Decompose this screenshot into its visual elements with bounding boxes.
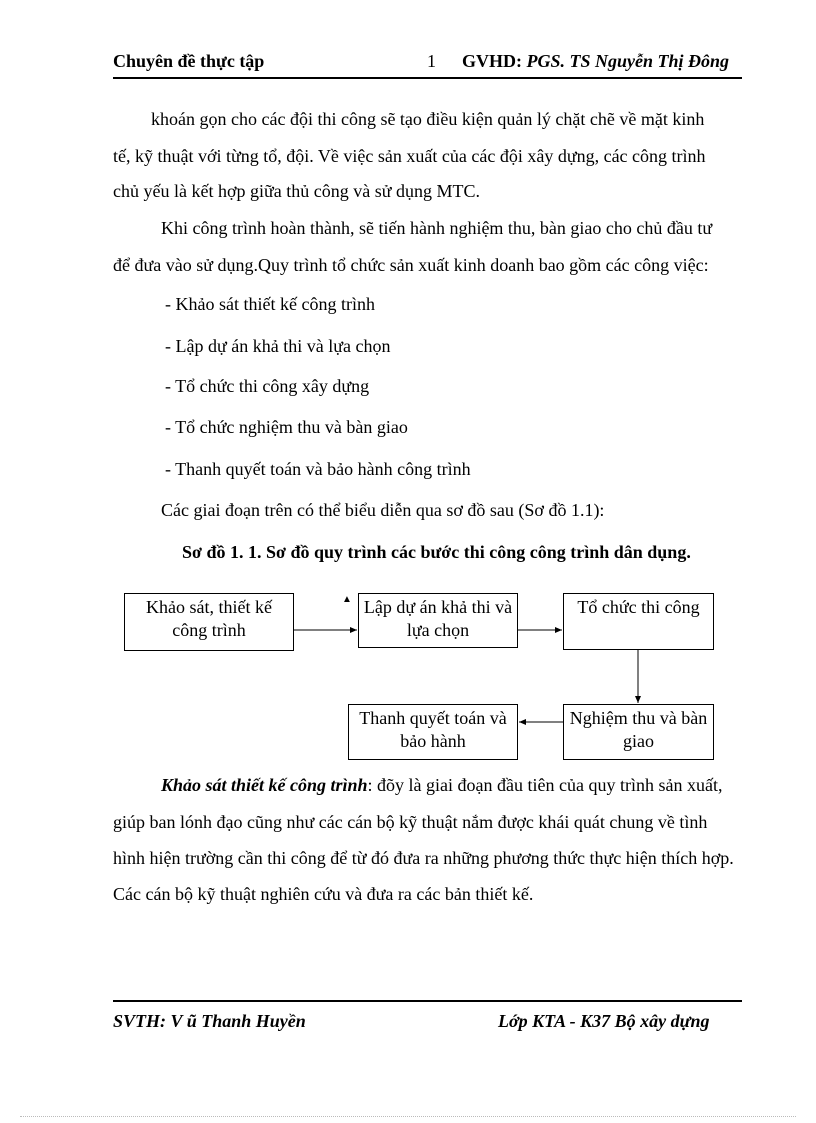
box-line: công trình — [172, 620, 246, 640]
list-item: - Thanh quyết toán và bảo hành công trình — [165, 459, 471, 479]
paragraph-3-line-3: hình hiện trường cần thi công để từ đó đưa ra những phương thức thực hiện thích hợp. — [113, 848, 734, 868]
paragraph-3-bold-lead: Khảo sát thiết kế công trình — [161, 775, 368, 795]
paragraph-1-line-3: chủ yếu là kết hợp giữa thủ công và sử dụng MTC. — [113, 181, 480, 201]
paragraph-3-first-rest: : đõy là giai đoạn đầu tiên của quy trình sản xuất, — [367, 775, 723, 795]
box-line: Lập dự án khả thi và — [363, 597, 513, 617]
header-left: Chuyên đề thực tập — [113, 51, 265, 71]
box-line: Nghiệm thu và bàn — [569, 708, 708, 728]
paragraph-1-line-1: khoán gọn cho các đội thi công sẽ tạo điều kiện quản lý chặt chẽ về mặt kinh — [151, 109, 705, 129]
footer-left: SVTH: V ũ Thanh Huyền — [113, 1011, 306, 1031]
diagram-intro: Các giai đoạn trên có thể biểu diễn qua sơ đồ sau (Sơ đồ 1.1): — [161, 500, 605, 520]
paragraph-2-line-1: Khi công trình hoàn thành, sẽ tiến hành nghiệm thu, bàn giao cho chủ đầu tư — [161, 218, 713, 238]
diagram-caption: Sơ đồ 1. 1. Sơ đồ quy trình các bước thi công công trình dân dụng. — [182, 542, 691, 562]
footer-right: Lớp KTA - K37 Bộ xây dựng — [498, 1011, 710, 1031]
list-item: - Tổ chức nghiệm thu và bàn giao — [165, 417, 408, 437]
box-line: bảo hành — [400, 731, 466, 751]
paragraph-3-line-4: Các cán bộ kỹ thuật nghiên cứu và đưa ra các bản thiết kế. — [113, 884, 534, 904]
header-right-name: PGS. TS Nguyễn Thị Đông — [526, 51, 730, 71]
footer-rule — [113, 1000, 742, 1002]
list-item: - Lập dự án khả thi và lựa chọn — [165, 336, 391, 356]
box-line: Tổ chức thi công — [577, 597, 700, 617]
page-number: 1 — [427, 51, 436, 71]
header-right-label: GVHD: — [462, 51, 527, 71]
paragraph-3-line-2: giúp ban lónh đạo cũng như các cán bộ kỹ thuật nắm được khái quát chung về tình — [113, 812, 708, 832]
list-item: - Tổ chức thi công xây dựng — [165, 376, 370, 396]
list-item: - Khảo sát thiết kế công trình — [165, 294, 375, 314]
paragraph-1-line-2: tế, kỹ thuật với từng tổ, đội. Về việc sản xuất của các đội xây dựng, các công trình — [113, 146, 706, 166]
paragraph-2-line-2: để đưa vào sử dụng.Quy trình tổ chức sản xuất kinh doanh bao gồm các công việc: — [113, 255, 709, 275]
box-line: lựa chọn — [406, 620, 470, 640]
box-line: Khảo sát, thiết kế — [146, 597, 272, 617]
page-bottom-dotted-line — [20, 1116, 796, 1117]
box-line: Thanh quyết toán và — [359, 708, 507, 728]
paragraph-3-line-1 — [161, 776, 722, 794]
box-line: giao — [623, 731, 654, 751]
stray-marker: ▲ — [342, 594, 352, 605]
